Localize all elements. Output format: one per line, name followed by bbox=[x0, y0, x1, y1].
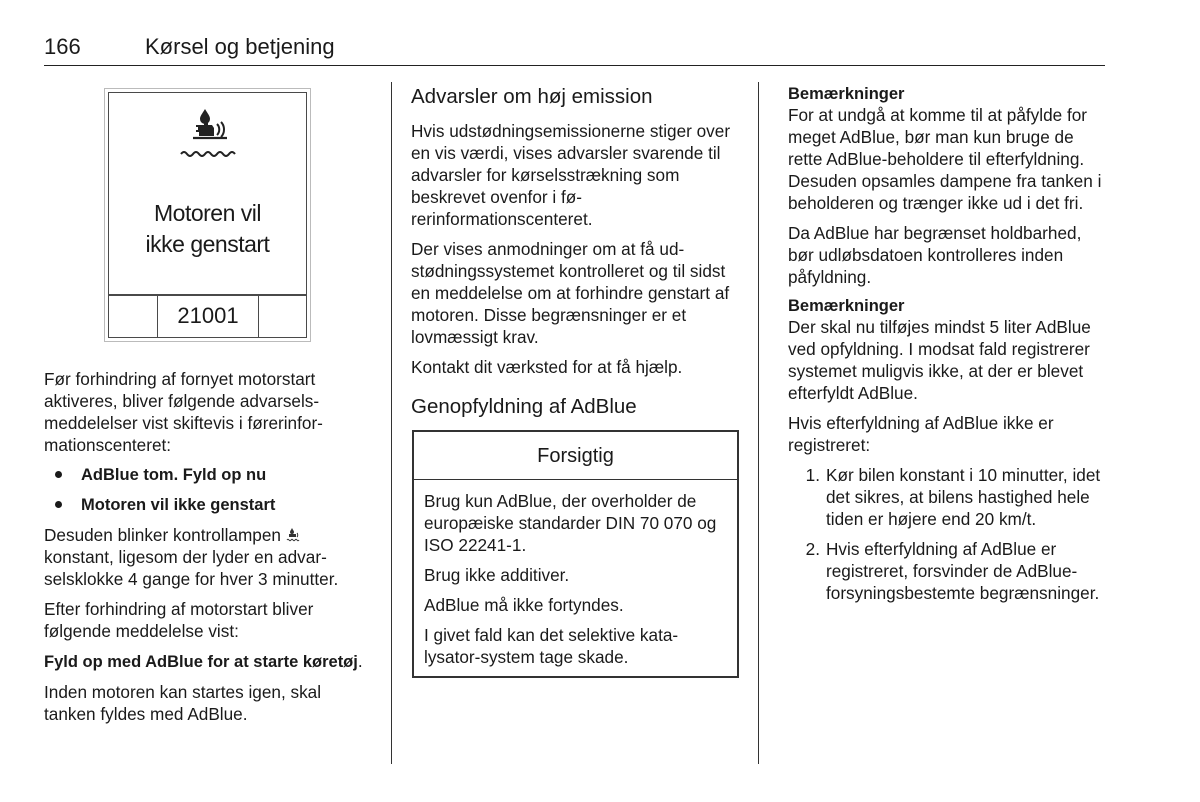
col3-paragraph-1: Da AdBlue har begrænset holdbarhed, bør udløbsdatoen kontrolleres inden påfyldning. bbox=[788, 223, 1082, 287]
caution-paragraph: I givet fald kan det selektive katalysator-system tage skade. bbox=[424, 625, 679, 667]
steps-list bbox=[788, 464, 1108, 604]
col1-paragraph-5: Inden motoren kan startes igen, skal tanken fyldes med AdBlue. bbox=[44, 682, 322, 724]
list-item: AdBlue tom. Fyld op nu bbox=[44, 464, 370, 486]
column-divider-1 bbox=[391, 82, 392, 764]
header-rule bbox=[44, 65, 1105, 66]
heading-high-emission: Advarsler om høj emission bbox=[411, 85, 653, 108]
step-number: 1. bbox=[805, 465, 820, 485]
column-3 bbox=[788, 84, 1108, 612]
caution-body bbox=[414, 480, 737, 668]
caution-paragraph: AdBlue må ikke fortyndes. bbox=[424, 595, 624, 615]
column-1 bbox=[44, 368, 370, 733]
display-message bbox=[109, 198, 306, 260]
list-item bbox=[788, 538, 1108, 604]
caution-title: Forsigtig bbox=[414, 432, 737, 480]
driver-info-display bbox=[108, 92, 307, 338]
adblue-warning-icon bbox=[286, 528, 300, 542]
page-title: Kørsel og betjening bbox=[145, 34, 335, 59]
col2-paragraph-3: Kontakt dit værksted for at få hjælp. bbox=[411, 357, 683, 377]
note-title: Bemærkninger bbox=[788, 297, 905, 315]
list-item: Motoren vil ikke genstart bbox=[44, 494, 370, 516]
col2-paragraph-2: Der vises anmodninger om at få udstødningssystemet kontrolleret og til sidst en meddelelse om at forhindre genstart af motoren. Disse begrænsninger er et lovmæssigt krav. bbox=[411, 239, 730, 347]
col1-intro: Før forhindring af fornyet motorstart aktiveres, bliver følgende advarselsmeddelelser vist skiftevis i førerinformationscenteret: bbox=[44, 369, 323, 455]
note-title: Bemærkninger bbox=[788, 85, 905, 103]
restart-message-suffix: . bbox=[357, 651, 363, 671]
note-text: Der skal nu tilføjes mindst 5 liter AdBlue ved opfyldning. I modsat fald registrerer systemet muligvis ikke, at der er blevet efterfyldt AdBlue. bbox=[788, 317, 1091, 403]
step-number: 2. bbox=[805, 539, 820, 559]
caution-paragraph: Brug kun AdBlue, der overholder de europæiske standarder DIN 70 070 og ISO 22241-1. bbox=[424, 491, 717, 555]
restart-message: Fyld op med AdBlue for at starte køretøj bbox=[44, 653, 358, 671]
warning-message-list bbox=[44, 464, 370, 516]
display-message-line2: ikke genstart bbox=[145, 231, 270, 257]
heading-refill-adblue: Genopfyldning af AdBlue bbox=[411, 395, 637, 418]
column-divider-2 bbox=[758, 82, 759, 764]
col1-paragraph-4 bbox=[44, 650, 370, 673]
col3-paragraph-2: Hvis efterfyldning af AdBlue ikke er registreret: bbox=[788, 413, 1054, 455]
display-code: 21001 bbox=[157, 294, 259, 338]
caution-paragraph: Brug ikke additiver. bbox=[424, 565, 570, 585]
list-item bbox=[788, 464, 1108, 530]
adblue-warning-icon bbox=[179, 105, 239, 165]
step-text: Kør bilen konstant i 10 minutter, idet det sikres, at bilens hastighed hele tiden er højere end 20 km/t. bbox=[826, 465, 1101, 529]
column-2-section bbox=[411, 394, 741, 430]
column-2 bbox=[411, 84, 741, 386]
step-text: Hvis efterfyldning af AdBlue er registreret, forsvinder de AdBlue-forsyningsbestemte begrænsninger. bbox=[826, 539, 1100, 603]
col1-paragraph-3: Efter forhindring af motorstart bliver følgende meddelelse vist: bbox=[44, 599, 314, 641]
col2-paragraph-1: Hvis udstødningsemissionerne stiger over en vis værdi, vises advarsler svarende til advarsler for kørselsstrækning som beskrevet ovenfor i førerinformationscenteret. bbox=[411, 121, 731, 229]
col1-p2-end: konstant, ligesom der lyder en advarselsklokke 4 gange for hver 3 minutter. bbox=[44, 547, 339, 589]
col1-p2-start: Desuden blinker kontrollampen bbox=[44, 525, 281, 545]
col1-paragraph-2 bbox=[44, 524, 370, 590]
display-message-line1: Motoren vil bbox=[154, 200, 261, 226]
caution-box bbox=[412, 430, 739, 678]
note-text: For at undgå at komme til at påfylde for meget AdBlue, bør man kun bruge de rette AdBlue-beholdere til efterfyldning. Desuden opsamles dampene fra tanken i beholderen og trænger ikke ud i det fri. bbox=[788, 105, 1102, 213]
page-number: 166 bbox=[44, 34, 81, 59]
